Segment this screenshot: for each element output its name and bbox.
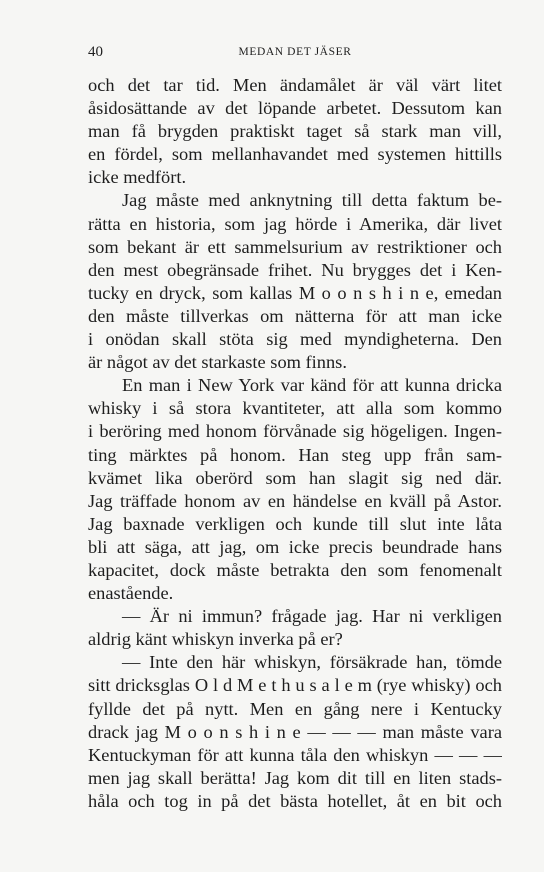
text-line: kvämet lika oberörd som han slagit sig ned där.: [88, 467, 502, 488]
text-line: ting märktes på honom. Han steg upp från sam-: [88, 444, 502, 465]
page-number: 40: [88, 44, 103, 60]
text-line: enastående.: [88, 583, 174, 604]
text-line: men jag skall berätta! Jag kom dit till en liten stads-: [88, 767, 502, 788]
text-line: aldrig känt whiskyn inverka på er?: [88, 629, 343, 650]
text-line: bli att säga, att jag, om icke precis beundrade hans: [88, 536, 502, 557]
text-line: rätta en historia, som jag hörde i Amerika, där livet: [88, 213, 502, 234]
text-line: är något av det starkaste som finns.: [88, 352, 347, 373]
text-line: den måste tillverkas om nätterna för att man icke: [88, 305, 502, 326]
text-line: En man i New York var känd för att kunna dricka: [122, 375, 502, 396]
text-line: Jag måste med anknytning till detta faktum be-: [122, 190, 502, 211]
text-line: — Är ni immun? frågade jag. Har ni verkligen: [122, 606, 502, 627]
body-text: [88, 74, 502, 813]
text-line: och det tar tid. Men ändamålet är väl värt litet: [88, 75, 502, 95]
text-line: drack jag M o o n s h i n e — — — man måste vara: [88, 721, 502, 742]
text-line: whisky i så stora kvantiteter, att alla som kommo: [88, 398, 502, 419]
text-line: icke medfört.: [88, 167, 187, 188]
text-line: man få brygden praktiskt taget så stark man vill,: [88, 121, 502, 142]
text-line: i beröring med honom förvånade sig högeligen. Ingen-: [88, 421, 502, 442]
text-line: i onödan skall stöta sig med myndigheterna. Den: [88, 329, 502, 350]
text-line: tucky en dryck, som kallas M o o n s h i n e, emedan: [88, 282, 502, 303]
text-line: — Inte den här whiskyn, försäkrade han, tömde: [122, 652, 502, 673]
text-line: kapacitet, dock måste betrakta den som fenomenalt: [88, 559, 502, 580]
text-line: sitt dricksglas O l d M e t h u s a l e m (rye whisky) och: [88, 675, 502, 696]
text-line: Jag baxnade verkligen och kunde till slut inte låta: [88, 513, 502, 534]
text-line: fyllde det på nytt. Men en gång nere i Kentucky: [88, 698, 502, 719]
text-line: Kentuckyman för att kunna tåla den whiskyn — — —: [88, 744, 502, 765]
text-line: håla och tog in på det bästa hotellet, åt en bit och: [88, 790, 502, 811]
text-line: Jag träffade honom av en händelse en kväll på Astor.: [88, 490, 502, 511]
running-head: MEDAN DET JÄSER: [238, 46, 352, 58]
text-line: en fördel, som mellanhavandet med systemen hittills: [88, 144, 502, 165]
text-line: den mest obegränsade frihet. Nu brygges det i Ken-: [88, 259, 502, 280]
text-line: som bekant är ett sammelsurium av restriktioner och: [88, 236, 502, 257]
page-header: [88, 44, 502, 64]
text-line: åsidosättande av det löpande arbetet. Dessutom kan: [88, 98, 502, 119]
